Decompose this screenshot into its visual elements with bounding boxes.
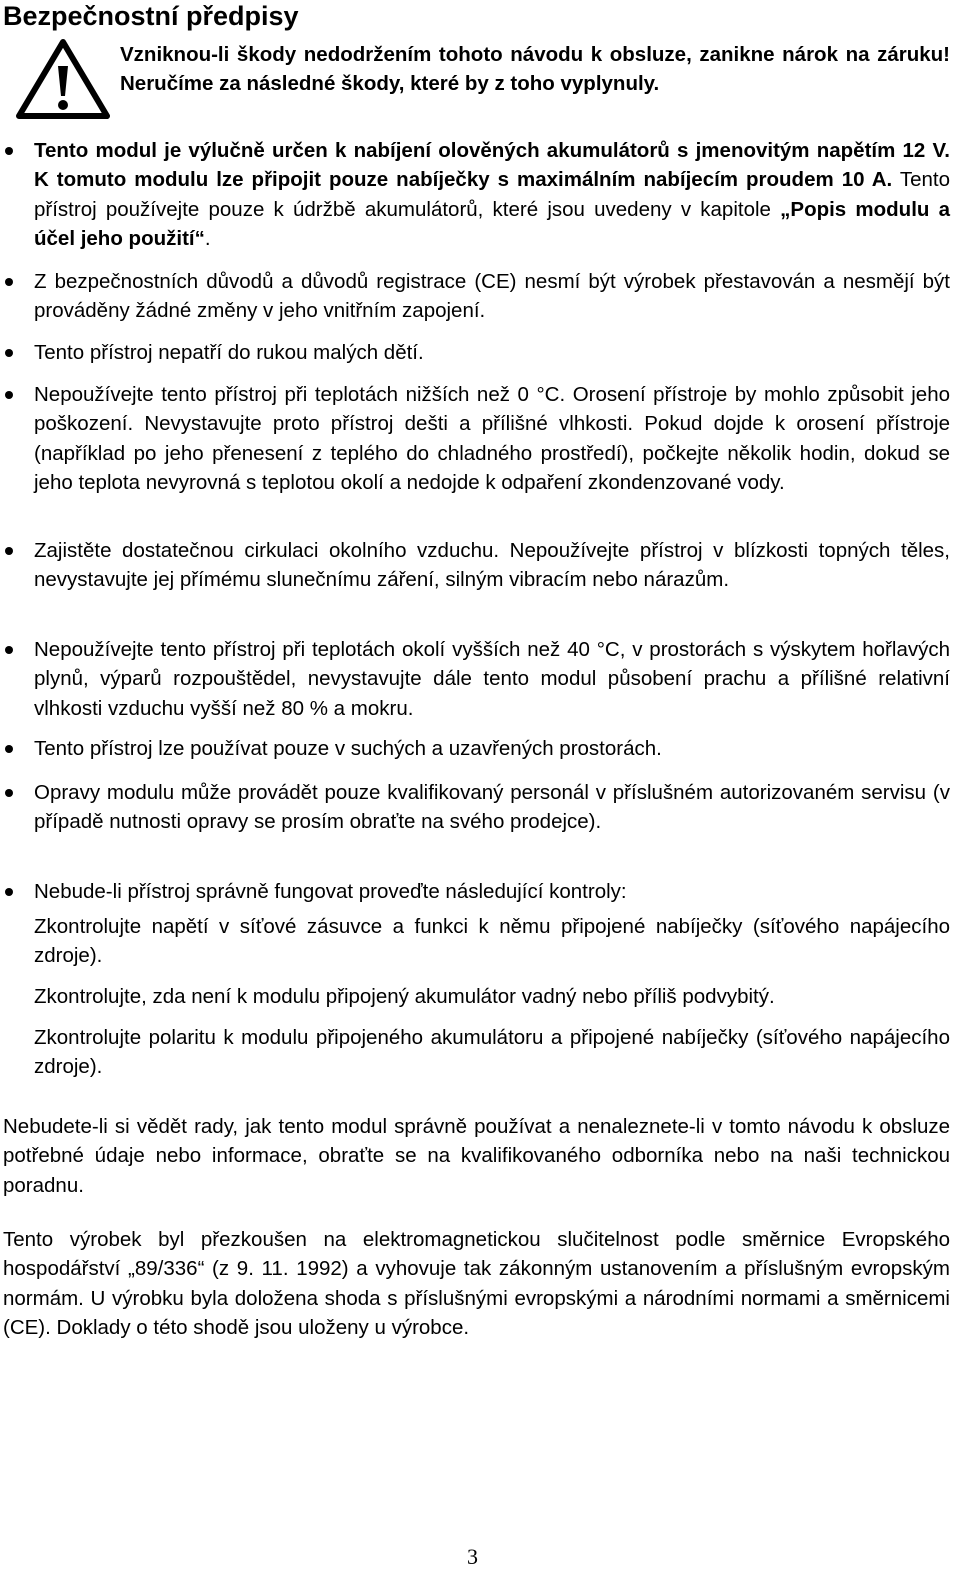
conformity-paragraph: Tento výrobek byl přezkoušen na elektromagnetickou slučitelnost podle směrnice Evropského hospodářství „89/336“ (z 9. 11. 1992) a vyhovuje tak zákonným ustanovením a příslušným evropským normám. U výrobku byla doložena shoda s příslušnými evropskými a národními normami a směrnicemi (CE). Doklady o této shodě jsou uloženy u výrobce. (3, 1228, 950, 1339)
list-item-text: Nebude-li přístroj správně fungovat proveďte následující kontroly: (34, 880, 627, 903)
page-title: Bezpečnostní předpisy (3, 1, 299, 31)
list-item-bold: Tento modul je výlučně určen k nabíjení olověných akumulátorů s jmenovitým napětím 12 V. K tomuto modulu lze připojit pouze nabíječky s maximálním nabíjecím proudem 10 A. (34, 139, 950, 192)
list-item-tail: . (204, 226, 211, 250)
list-item-text: Tento přístroj nepatří do rukou malých dětí. (34, 341, 424, 364)
bullet-dot (5, 789, 13, 797)
list-item-text: Nepoužívejte tento přístroj při teplotách nižších než 0 °C. Orosení přístroje by mohlo způsobit jeho poškození. Nevystavujte proto přístroj dešti a přílišné vlhkosti. Pokud dojde k orosení přístroje (například po jeho přenesení z teplého do chladného prostředí), počkejte několik hodin, dokud se jeho teplota nevyrovná s teplotou okolí a nedojde k odpaření zkondenzované vody. (34, 383, 950, 494)
chapter-reference: „Popis modulu a účel jeho použití“ (34, 197, 951, 250)
list-item-text (34, 136, 950, 253)
list-item-text: Zajistěte dostatečnou cirkulaci okolního vzduchu. Nepoužívejte přístroj v blízkosti topných těles, nevystavujte jej přímému slunečnímu záření, silným vibracím nebo nárazům. (34, 539, 950, 592)
bullet-dot (5, 745, 13, 753)
list-item-normal: Tento přístroj používejte pouze k údržbě akumulátorů, které jsou uvedeny v kapitole (34, 168, 950, 221)
bullet-dot (5, 646, 13, 654)
list-item-text: Z bezpečnostních důvodů a důvodů registrace (CE) nesmí být výrobek přestavován a nesmějí být prováděny žádné změny v jeho vnitřním zapojení. (34, 270, 950, 323)
help-paragraph: Nebudete-li si vědět rady, jak tento modul správně používat a nenaleznete-li v tomto návodu k obsluze potřebné údaje nebo informace, obraťte se na kvalifikovaného odborníka nebo na naši technickou poradnu. (3, 1115, 950, 1197)
list-item-text: Tento přístroj lze používat pouze v suchých a uzavřených prostorách. (34, 737, 662, 760)
page-number: 3 (467, 1544, 478, 1569)
bullet-dot (5, 391, 13, 399)
bullet-dot (5, 349, 13, 357)
list-item-text: Opravy modulu může provádět pouze kvalifikovaný personál v příslušném autorizovaném servisu (v případě nutnosti opravy se prosím obraťte na svého prodejce). (34, 781, 950, 834)
warning-triangle-icon (3, 36, 110, 120)
check-item: Zkontrolujte polaritu k modulu připojeného akumulátoru a připojené nabíječky (síťového napájecího zdroje). (34, 1026, 950, 1079)
check-item: Zkontrolujte napětí v síťové zásuvce a funkci k němu připojené nabíječky (síťového napájecího zdroje). (34, 915, 950, 968)
check-item: Zkontrolujte, zda není k modulu připojený akumulátor vadný nebo příliš podvybitý. (34, 985, 775, 1008)
bullet-dot (5, 547, 13, 555)
list-item-text: Nepoužívejte tento přístroj při teplotách okolí vyšších než 40 °C, v prostorách s výskytem hořlavých plynů, výparů rozpouštědel, nevystavujte dále tento modul působení prachu a přílišné relativní vlhkosti vzduchu vyšší než 80 % a mokru. (34, 638, 950, 720)
bullet-dot (5, 147, 13, 155)
warning-text: Vzniknou-li škody nedodržením tohoto návodu k obsluze, zanikne nárok na záruku! Neručíme za následné škody, které by z toho vyplynuly. (120, 43, 950, 95)
bullet-dot (5, 888, 13, 896)
bullet-dot (5, 278, 13, 286)
